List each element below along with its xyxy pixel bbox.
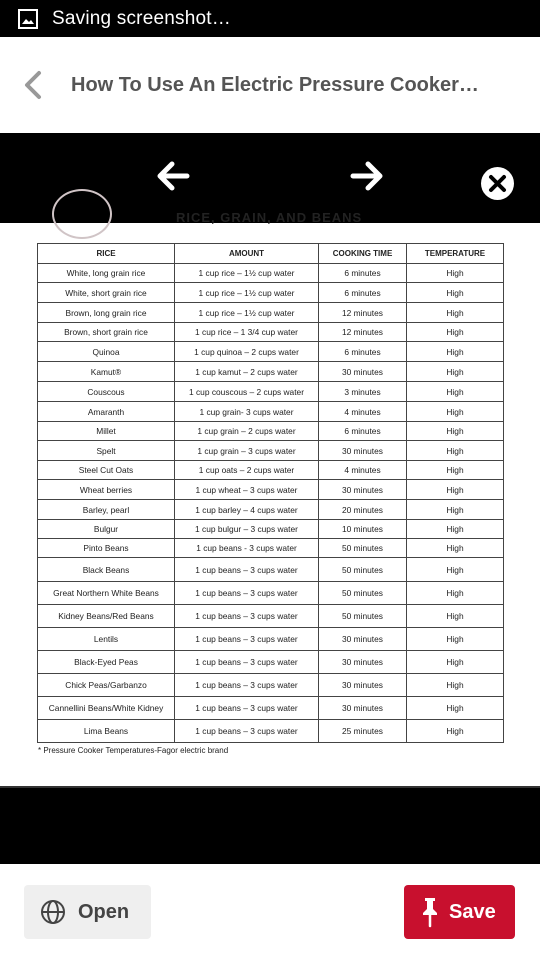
table-row (38, 697, 504, 720)
table-cell: High (407, 500, 504, 520)
table-cell: High (407, 697, 504, 720)
table-cell: 1 cup beans – 3 cups water (175, 697, 319, 720)
table-cell: Amaranth (38, 402, 175, 422)
table-cell: High (407, 628, 504, 651)
table-cell: High (407, 323, 504, 342)
table-row (38, 323, 504, 342)
viewer-bottom-band (0, 786, 540, 866)
table-cell: 1 cup beans - 3 cups water (175, 539, 319, 558)
table-cell: White, long grain rice (38, 264, 175, 283)
table-row (38, 382, 504, 402)
table-cell: Lentils (38, 628, 175, 651)
table-cell: 12 minutes (319, 303, 407, 323)
table-header-row (38, 244, 504, 264)
table-row (38, 674, 504, 697)
column-header: TEMPERATURE (407, 244, 504, 264)
table-cell: 1 cup beans – 3 cups water (175, 605, 319, 628)
column-header: COOKING TIME (319, 244, 407, 264)
table-cell: Brown, long grain rice (38, 303, 175, 323)
open-label: Open (78, 900, 130, 923)
table-cell: 1 cup grain – 3 cups water (175, 441, 319, 461)
table-cell: Wheat berries (38, 480, 175, 500)
table-cell: Bulgur (38, 520, 175, 539)
table-cell: 30 minutes (319, 441, 407, 461)
table-cell: 30 minutes (319, 362, 407, 382)
table-cell: 20 minutes (319, 500, 407, 520)
table-cell: 1 cup beans – 3 cups water (175, 720, 319, 743)
table-cell: High (407, 303, 504, 323)
table-cell: Lima Beans (38, 720, 175, 743)
table-cell: 1 cup bulgur – 3 cups water (175, 520, 319, 539)
table-cell: High (407, 582, 504, 605)
chevron-left-icon[interactable] (22, 70, 44, 100)
table-cell: 1 cup rice – 1 3/4 cup water (175, 323, 319, 342)
table-cell: High (407, 558, 504, 582)
table-row (38, 283, 504, 303)
document-image (0, 210, 540, 786)
table-cell: 30 minutes (319, 697, 407, 720)
table-cell: 50 minutes (319, 605, 407, 628)
table-cell: High (407, 539, 504, 558)
table-cell: 1 cup rice – 1½ cup water (175, 303, 319, 323)
table-cell: Spelt (38, 441, 175, 461)
table-cell: 50 minutes (319, 558, 407, 582)
table-cell: 1 cup beans – 3 cups water (175, 582, 319, 605)
table-cell: Cannellini Beans/White Kidney (38, 697, 175, 720)
table-cell: 30 minutes (319, 480, 407, 500)
table-cell: 6 minutes (319, 283, 407, 303)
action-bar (0, 864, 540, 960)
status-text: Saving screenshot… (52, 7, 231, 29)
table-cell: 1 cup couscous – 2 cups water (175, 382, 319, 402)
table-cell: 30 minutes (319, 651, 407, 674)
open-button[interactable] (24, 885, 151, 939)
table-cell: Kidney Beans/Red Beans (38, 605, 175, 628)
document-footnote: * Pressure Cooker Temperatures-Fagor electric brand (38, 746, 229, 755)
table-cell: High (407, 441, 504, 461)
column-header: RICE (38, 244, 175, 264)
table-row (38, 264, 504, 283)
table-row (38, 441, 504, 461)
table-row (38, 651, 504, 674)
table-cell: High (407, 264, 504, 283)
table-cell: 3 minutes (319, 382, 407, 402)
table-row (38, 520, 504, 539)
table-row (38, 539, 504, 558)
table-cell: Great Northern White Beans (38, 582, 175, 605)
table-cell: 1 cup beans – 3 cups water (175, 628, 319, 651)
table-row (38, 628, 504, 651)
table-row (38, 362, 504, 382)
table-row (38, 582, 504, 605)
table-cell: High (407, 720, 504, 743)
table-cell: High (407, 283, 504, 303)
table-cell: 30 minutes (319, 628, 407, 651)
table-cell: High (407, 422, 504, 441)
status-bar (0, 0, 540, 37)
table-cell: Pinto Beans (38, 539, 175, 558)
table-row (38, 402, 504, 422)
close-button[interactable] (481, 167, 514, 200)
table-cell: 50 minutes (319, 582, 407, 605)
table-row (38, 303, 504, 323)
table-cell: 1 cup beans – 3 cups water (175, 674, 319, 697)
save-label: Save (449, 900, 496, 923)
table-cell: 1 cup rice – 1½ cup water (175, 283, 319, 303)
header (0, 37, 540, 133)
table-cell: 4 minutes (319, 461, 407, 480)
table-cell: 4 minutes (319, 402, 407, 422)
table-row (38, 500, 504, 520)
globe-icon (40, 899, 66, 925)
table-cell: 6 minutes (319, 342, 407, 362)
table-cell: High (407, 674, 504, 697)
table-body (38, 264, 504, 743)
table-cell: Brown, short grain rice (38, 323, 175, 342)
table-cell: High (407, 362, 504, 382)
table-cell: Barley, pearl (38, 500, 175, 520)
table-cell: Couscous (38, 382, 175, 402)
table-cell: 50 minutes (319, 539, 407, 558)
table-row (38, 480, 504, 500)
table-cell: 1 cup quinoa – 2 cups water (175, 342, 319, 362)
table-cell: 25 minutes (319, 720, 407, 743)
arrow-left-icon[interactable] (154, 157, 192, 195)
table-row (38, 605, 504, 628)
table-row (38, 720, 504, 743)
table-cell: White, short grain rice (38, 283, 175, 303)
close-icon (481, 167, 514, 200)
table-cell: 1 cup kamut – 2 cups water (175, 362, 319, 382)
table-cell: 1 cup barley – 4 cups water (175, 500, 319, 520)
table-cell: Chick Peas/Garbanzo (38, 674, 175, 697)
table-cell: 12 minutes (319, 323, 407, 342)
table-cell: 1 cup grain – 2 cups water (175, 422, 319, 441)
table-cell: 10 minutes (319, 520, 407, 539)
table-cell: Quinoa (38, 342, 175, 362)
table-cell: Steel Cut Oats (38, 461, 175, 480)
table-row (38, 422, 504, 441)
table-cell: Kamut® (38, 362, 175, 382)
document-heading: RICE, GRAIN, AND BEANS (176, 210, 363, 225)
document-logo (52, 189, 112, 239)
table-cell: High (407, 520, 504, 539)
save-button[interactable] (404, 885, 515, 939)
table-cell: High (407, 651, 504, 674)
table-cell: Black-Eyed Peas (38, 651, 175, 674)
table-cell: Black Beans (38, 558, 175, 582)
cooking-table (37, 243, 504, 743)
table-cell: High (407, 382, 504, 402)
page-title: How To Use An Electric Pressure Cooker… (71, 73, 479, 96)
table-cell: High (407, 402, 504, 422)
table-row (38, 342, 504, 362)
table-cell: 1 cup beans – 3 cups water (175, 651, 319, 674)
table-cell: 1 cup grain- 3 cups water (175, 402, 319, 422)
column-header: AMOUNT (175, 244, 319, 264)
table-cell: 1 cup rice – 1½ cup water (175, 264, 319, 283)
pin-icon (420, 896, 440, 928)
table-cell: 1 cup beans – 3 cups water (175, 558, 319, 582)
table-cell: High (407, 605, 504, 628)
table-cell: High (407, 461, 504, 480)
table-row (38, 461, 504, 480)
table-row (38, 558, 504, 582)
table-cell: High (407, 480, 504, 500)
table-cell: 1 cup oats – 2 cups water (175, 461, 319, 480)
image-icon (18, 9, 38, 29)
table-cell: Millet (38, 422, 175, 441)
table-cell: 6 minutes (319, 422, 407, 441)
table-cell: 6 minutes (319, 264, 407, 283)
table-cell: 30 minutes (319, 674, 407, 697)
table-cell: 1 cup wheat – 3 cups water (175, 480, 319, 500)
arrow-right-icon[interactable] (348, 157, 386, 195)
table-cell: High (407, 342, 504, 362)
